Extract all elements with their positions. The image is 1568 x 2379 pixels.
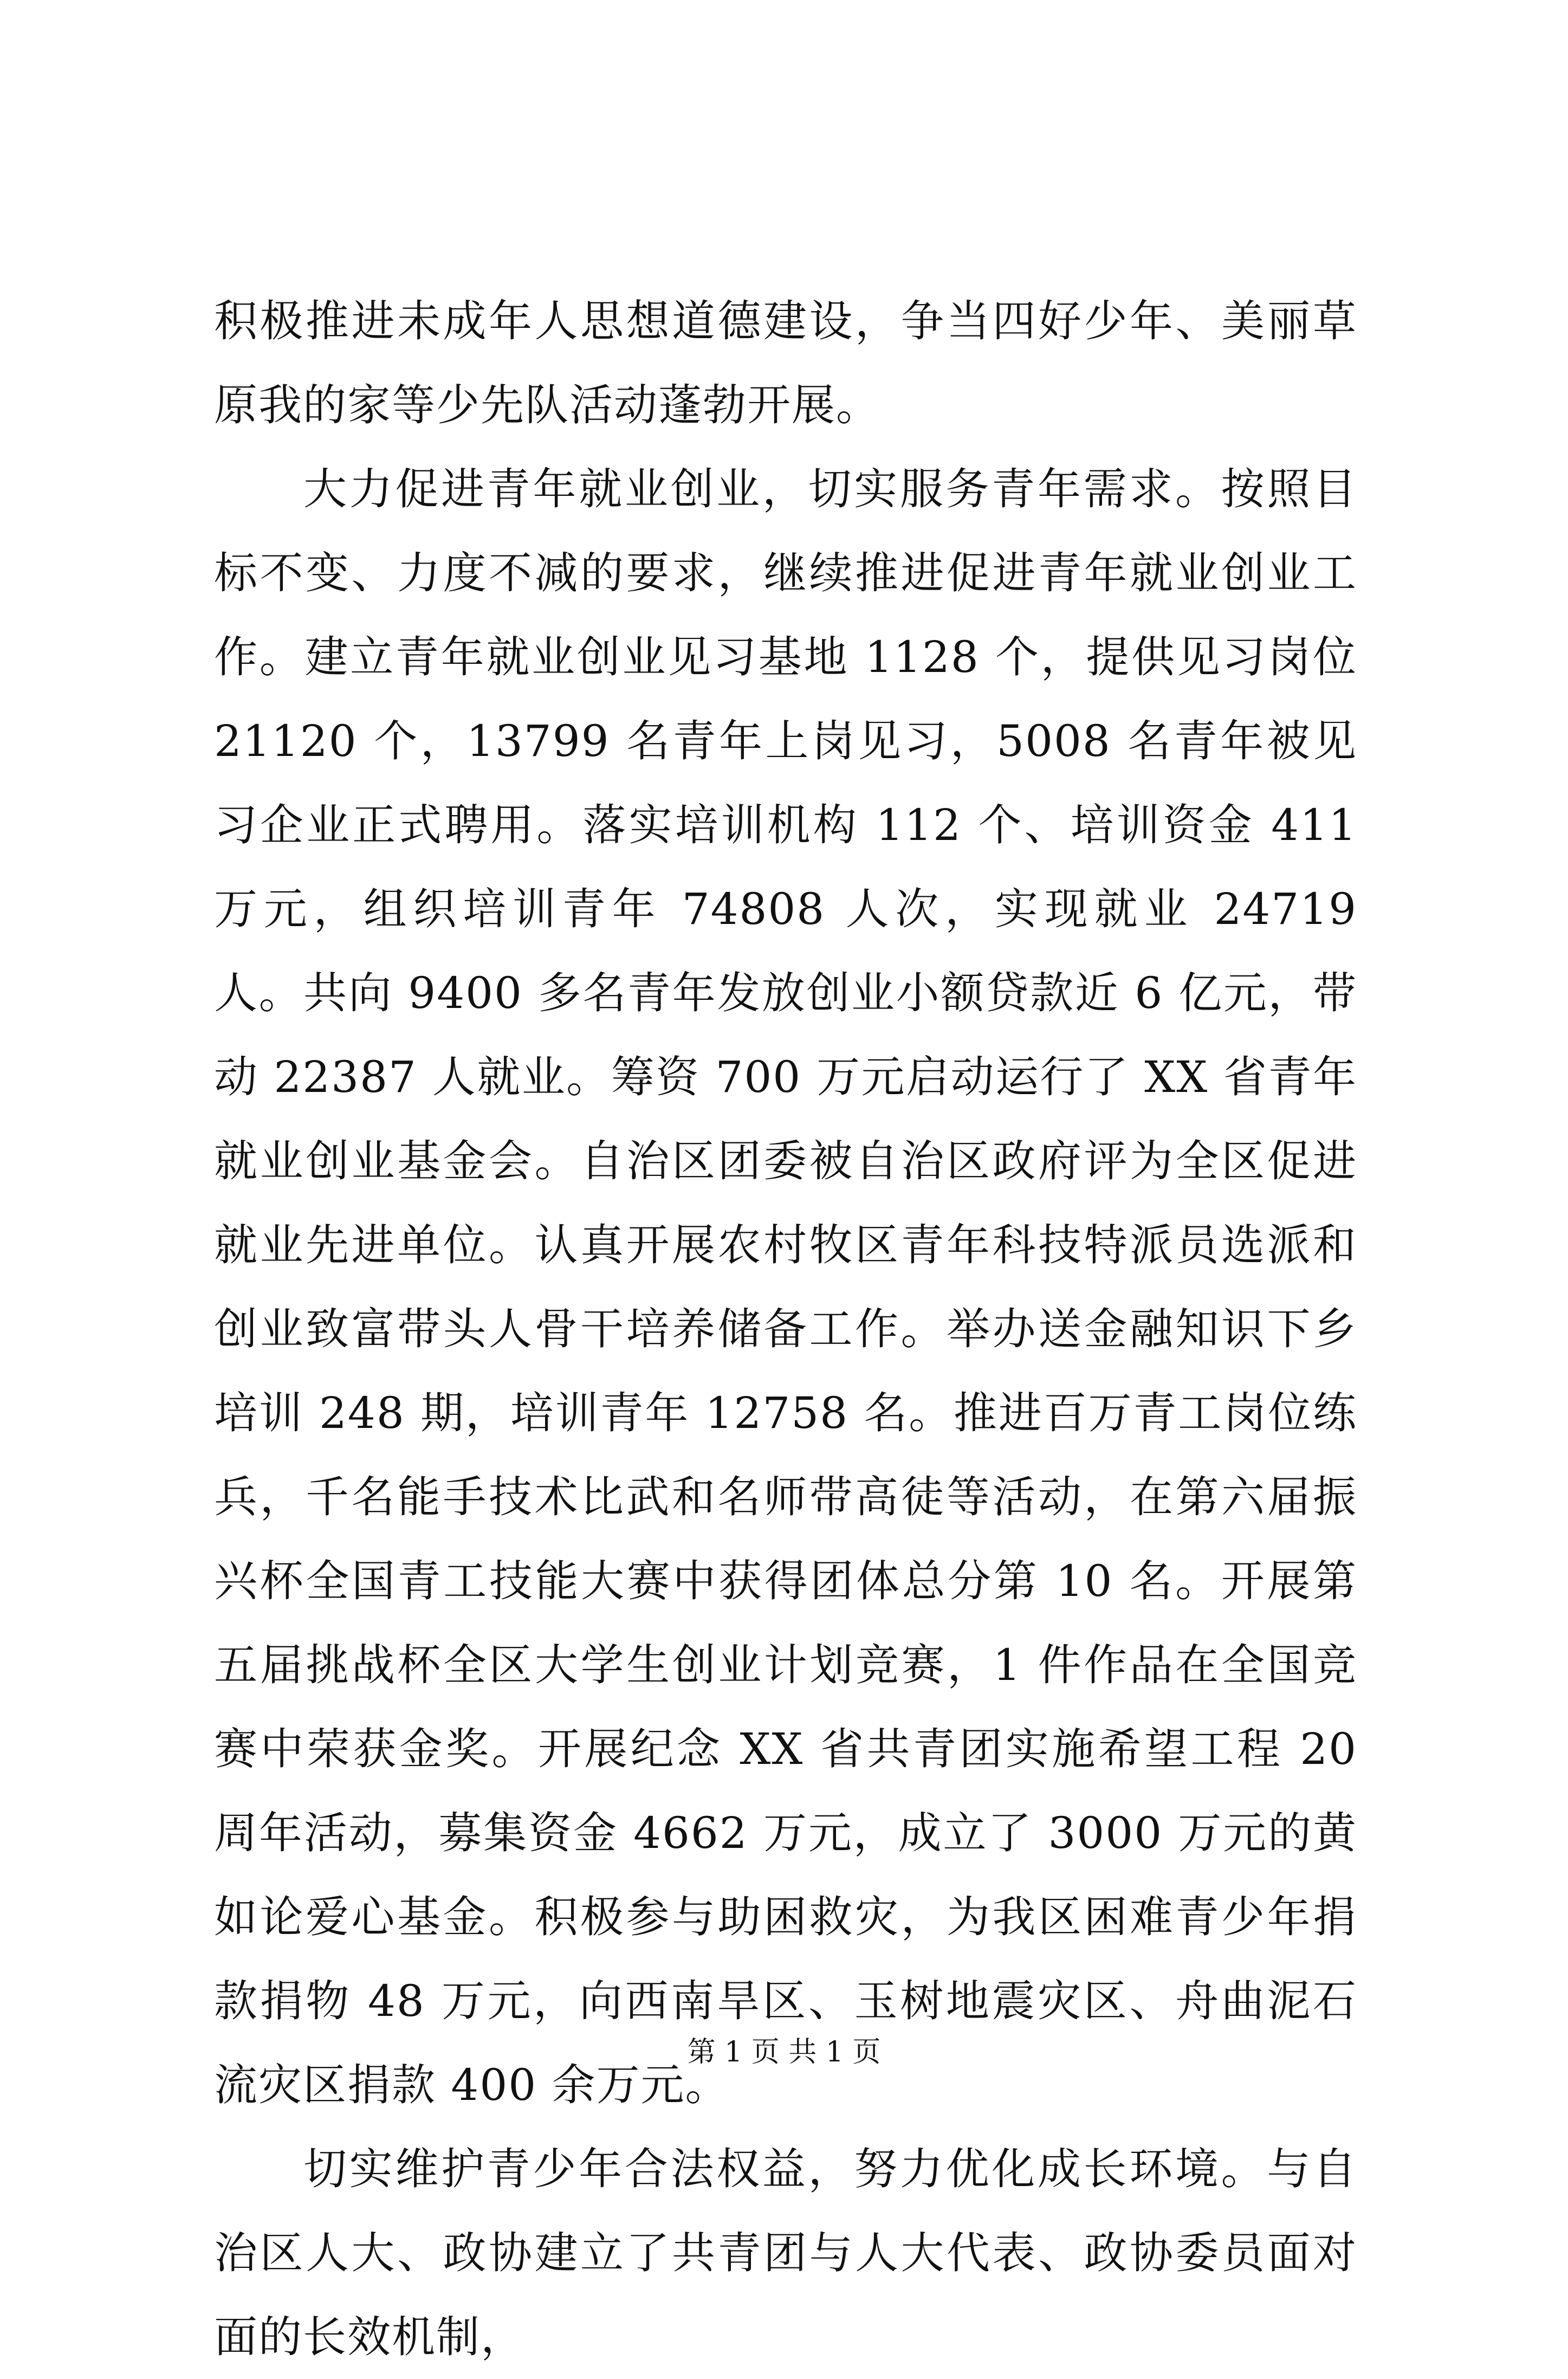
- page-footer: 第 1 页 共 1 页: [687, 2036, 881, 2068]
- paragraph-1: 积极推进未成年人思想道德建设，争当四好少年、美丽草原我的家等少先队活动蓬勃开展。: [214, 296, 1357, 430]
- paragraph-2: 大力促进青年就业创业，切实服务青年需求。按照目标不变、力度不减的要求，继续推进促进青年就业创业工作。建立青年就业创业见习基地 1128 个，提供见习岗位 21120 个，13799 名青年上岗见习，5008 名青年被见习企业正式聘用。落实培训机构 112 个、培训资金 411 万元，组织培训青年 74808 人次，实现就业 24719 人。共向 9400 多名青年发放创业小额贷款近 6 亿元，带动 22387 人就业。筹资 700 万元启动运行了 XX 省青年就业创业基金会。自治区团委被自治区政府评为全区促进就业先进单位。认真开展农村牧区青年科技特派员选派和创业致富带头人骨干培养储备工作。举办送金融知识下乡培训 248 期，培训青年 12758 名。推进百万青工岗位练兵，千名能手技术比武和名师带高徒等活动，在第六届振兴杯全国青工技能大赛中获得团体总分第 10 名。开展第五届挑战杯全区大学生创业计划竞赛，1 件作品在全国竞赛中荣获金奖。开展纪念 XX 省共青团实施希望工程 20 周年活动，募集资金 4662 万元，成立了 3000 万元的黄如论爱心基金。积极参与助困救灾，为我区困难青少年捐款捐物 48 万元，向西南旱区、玉树地震灾区、舟曲泥石流灾区捐款 400 余万元。: [214, 464, 1357, 2110]
- paragraph-3: 切实维护青少年合法权益，努力优化成长环境。与自治区人大、政协建立了共青团与人大代表、政协委员面对面的长效机制，: [214, 2144, 1357, 2362]
